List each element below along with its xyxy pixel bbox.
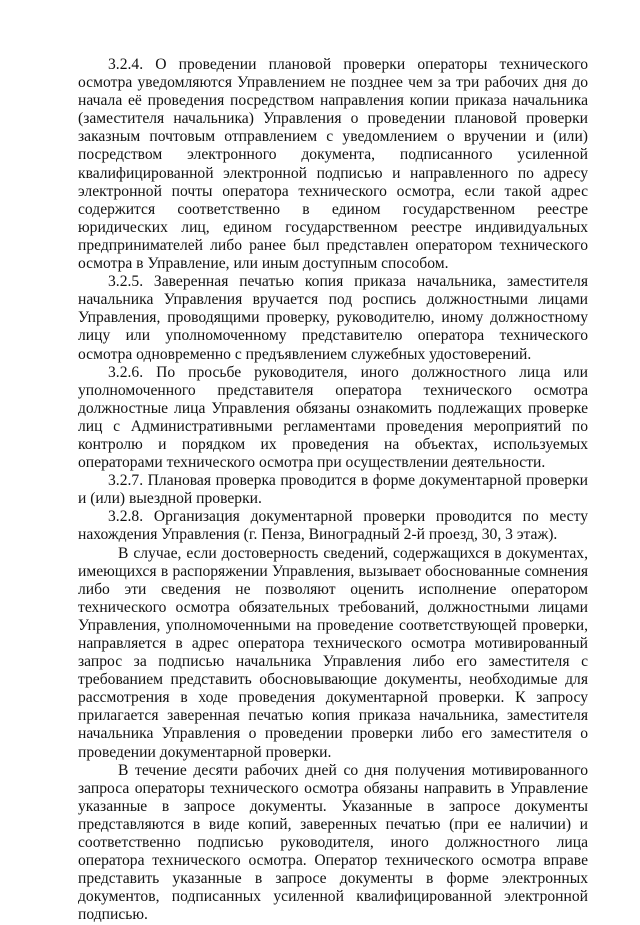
document-page bbox=[78, 56, 588, 925]
paragraph-3-2-6: 3.2.6. По просьбе руководителя, иного должностного лица или уполномоченного представителя оператора технического осмотра должностные лица Управления обязаны ознакомить подлежащих проверке лиц с Административными регламентами проведения мероприятий по контролю и порядком их проведения на объектах, используемых операторами технического осмотра при осуществлении деятельности. bbox=[78, 363, 588, 472]
paragraph-documentary-request: В случае, если достоверность сведений, содержащихся в документах, имеющихся в распоряжении Управления, вызывает обоснованные сомнения либо эти сведения не позволяют оценить исполнение оператором технического осмотра обязательных требований, должностными лицами Управления, уполномоченными на проведение соответствующей проверки, направляется в адрес оператора технического осмотра мотивированный запрос за подписью начальника Управления либо его заместителя с требованием представить обосновывающие документы, необходимые для рассмотрения в ходе проведения документарной проверки. К запросу прилагается заверенная печатью копия приказа начальника, заместителя начальника Управления о проведении проверки либо его заместителя о проведении документарной проверки. bbox=[78, 544, 588, 761]
paragraph-3-2-8: 3.2.8. Организация документарной проверки проводится по месту нахождения Управления (г. Пенза, Виноградный 2-й проезд, 30, 3 этаж). bbox=[78, 508, 588, 544]
paragraph-3-2-7: 3.2.7. Плановая проверка проводится в форме документарной проверки и (или) выездной проверки. bbox=[78, 472, 588, 508]
paragraph-3-2-5: 3.2.5. Заверенная печатью копия приказа начальника, заместителя начальника Управления вручается под роспись должностными лицами Управления, проводящими проверку, руководителю, иному должностному лицу или уполномоченному представителю оператора технического осмотра одновременно с предъявлением служебных удостоверений. bbox=[78, 273, 588, 363]
paragraph-response-deadline: В течение десяти рабочих дней со дня получения мотивированного запроса операторы технического осмотра обязаны направить в Управление указанные в запросе документы. Указанные в запросе документы представляются в виде копий, заверенных печатью (при ее наличии) и соответственно подписью руководителя, иного должностного лица оператора технического осмотра. Оператор технического осмотра вправе представить указанные в запросе документы в форме электронных документов, подписанных усиленной квалифицированной электронной подписью. bbox=[78, 761, 588, 924]
paragraph-3-2-4: 3.2.4. О проведении плановой проверки операторы технического осмотра уведомляются Управлением не позднее чем за три рабочих дня до начала её проведения посредством направления копии приказа начальника (заместителя начальника) Управления о проведении плановой проверки заказным почтовым отправлением с уведомлением о вручении и (или) посредством электронного документа, подписанного усиленной квалифицированной электронной подписью и направленного по адресу электронной почты оператора технического осмотра, если такой адрес содержится соответственно в едином государственном реестре юридических лиц, едином государственном реестре индивидуальных предпринимателей либо ранее был представлен оператором технического осмотра в Управление, или иным доступным способом. bbox=[78, 56, 588, 273]
